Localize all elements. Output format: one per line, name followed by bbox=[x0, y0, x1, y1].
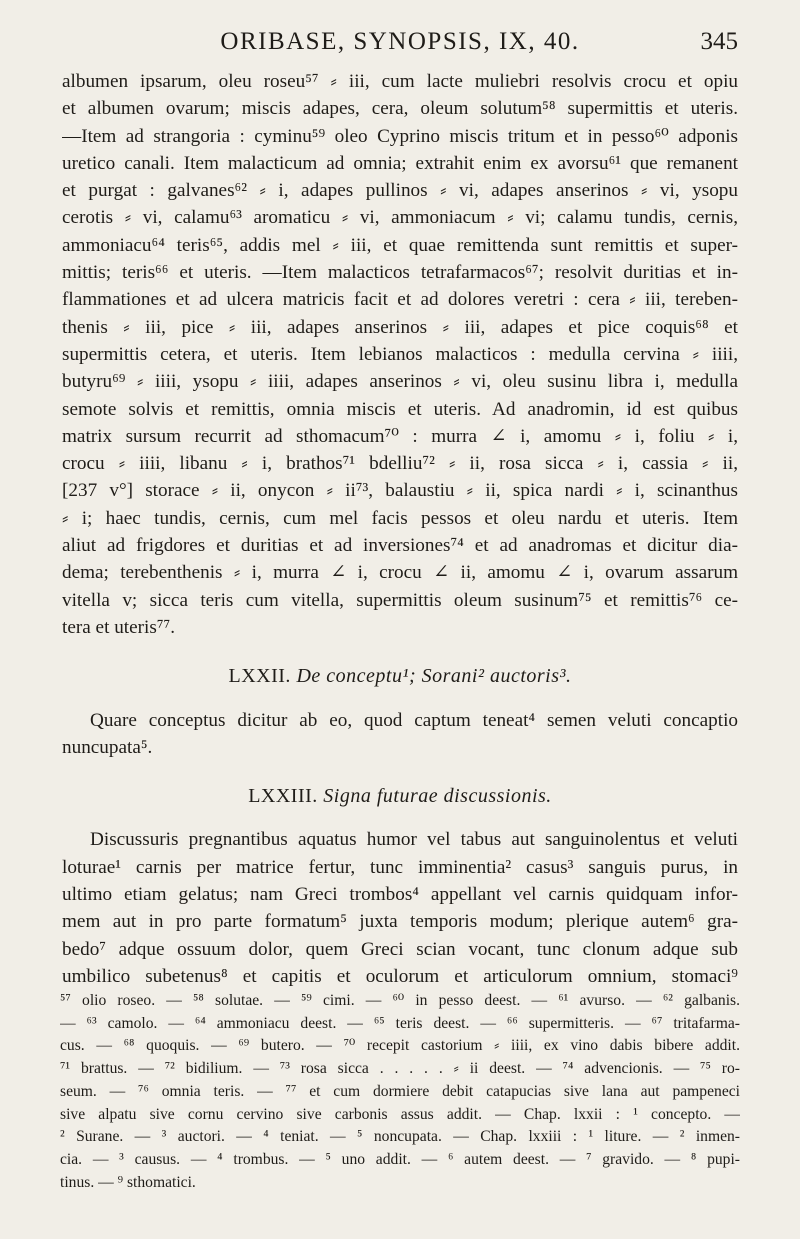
text-line: flammationes et ad ulcera matricis facit et ad dolores veretri : cera ⸗ iii, tereben- bbox=[62, 289, 738, 311]
footnote-line: ⁵⁷ olio roseo. — ⁵⁸ solutae. — ⁵⁹ cimi. — ⁶⁰ in pesso deest. — ⁶¹ avurso. — ⁶² galbanis. bbox=[60, 992, 740, 1009]
chapter-73-text bbox=[62, 826, 738, 990]
text-line: et albumen ovarum; miscis adapes, cera, oleum solutum⁵⁸ supermittis et uteris. bbox=[62, 98, 738, 120]
chapter-number: LXXII. bbox=[228, 665, 291, 688]
chapter-72-text bbox=[62, 707, 738, 762]
text-line: ammoniacu⁶⁴ teris⁶⁵, addis mel ⸗ iii, et quae remittenda sunt remittis et super- bbox=[62, 234, 738, 256]
footnote-line: sive alpatu sive cornu cervino sive carbonis assus addit. — Chap. lxxii : ¹ concepto. — bbox=[60, 1105, 740, 1123]
footnote-line: cia. — ³ causus. — ⁴ trombus. — ⁵ uno addit. — ⁶ autem deest. — ⁷ gravido. — ⁸ pupi- bbox=[60, 1150, 740, 1168]
footnotes bbox=[60, 990, 740, 1194]
chapter-number: LXXIII. bbox=[248, 785, 318, 808]
text-line: —Item ad strangoria : cyminu⁵⁹ oleo Cyprino miscis tritum et in pesso⁶⁰ adponis bbox=[62, 125, 738, 147]
chapter-71-continuation bbox=[62, 68, 738, 641]
text-line: butyru⁶⁹ ⸗ iiii, ysopu ⸗ iiii, adapes anserinos ⸗ vi, oleu susinu libra i, medulla bbox=[62, 371, 738, 393]
text-line: albumen ipsarum, oleu roseu⁵⁷ ⸗ iii, cum lacte muliebri resolvis crocu et opiu bbox=[62, 71, 738, 92]
footnote-line: seum. — ⁷⁶ omnia teris. — ⁷⁷ et cum dormiere debit catapucias sive lana aut pampeneci bbox=[60, 1082, 740, 1100]
footnote-line: ² Surane. — ³ auctori. — ⁴ teniat. — ⁵ noncupata. — Chap. lxxiii : ¹ liture. — ² inmen- bbox=[60, 1128, 740, 1146]
text-line: Discussuris pregnantibus aquatus humor vel tabus aut sanguinolentus et veluti bbox=[90, 829, 738, 851]
text-line: et purgat : galvanes⁶² ⸗ i, adapes pullinos ⸗ vi, adapes anserinos ⸗ vi, ysopu bbox=[62, 180, 738, 202]
running-title: ORIBASE, SYNOPSIS, IX, 40. bbox=[220, 28, 580, 55]
text-line: uretico canali. Item malacticum ad omnia; extrahit enim ex avorsu⁶¹ que remanent bbox=[62, 152, 738, 174]
text-line: ultimo etiam gelatus; nam Greci trombos⁴ appellant vel carnis quidquam infor- bbox=[62, 884, 738, 906]
page-number: 345 bbox=[700, 28, 738, 55]
text-line: supermittis cetera, et uteris. Item lebianos malacticos : medulla cervina ⸗ iiii, bbox=[62, 343, 738, 365]
footnote-line: — ⁶³ camolo. — ⁶⁴ ammoniacu deest. — ⁶⁵ teris deest. — ⁶⁶ supermitteris. — ⁶⁷ tritafarma- bbox=[60, 1014, 740, 1032]
text-line: mittis; teris⁶⁶ et uteris. —Item malacticos tetrafarmacos⁶⁷; resolvit duritias et in- bbox=[62, 262, 738, 284]
chapter-73-heading bbox=[62, 783, 738, 810]
text-line: dema; terebenthenis ⸗ i, murra ∠ i, crocu ∠ ii, amomu ∠ i, ovarum assarum bbox=[62, 562, 738, 584]
text-line: semote solvis et remittis, omnia miscis et uteris. Ad anadromin, id est quibus bbox=[62, 398, 738, 420]
text-line: tera et uteris⁷⁷. bbox=[62, 616, 175, 638]
text-line: matrix sursum recurrit ad sthomacum⁷⁰ : murra ∠ i, amomu ⸗ i, foliu ⸗ i, bbox=[62, 425, 738, 447]
main-text bbox=[62, 68, 738, 990]
text-line: nuncupata⁵. bbox=[62, 736, 153, 758]
text-line: vitella v; sicca teris cum vitella, supermittis oleum susinum⁷⁵ et remittis⁷⁶ ce- bbox=[62, 589, 738, 611]
text-line: cerotis ⸗ vi, calamu⁶³ aromaticu ⸗ vi, ammoniacum ⸗ vi; calamu tundis, cernis, bbox=[62, 207, 738, 229]
text-line: mem aut in pro parte formatum⁵ juxta temporis modum; plerique autem⁶ gra- bbox=[62, 911, 738, 933]
text-line: loturae¹ carnis per matrice fertur, tunc imminentia² casus³ sanguis purus, in bbox=[62, 856, 738, 878]
text-line: bedo⁷ adque ossuum dolor, quem Greci scian vocant, tunc clonum adque sub bbox=[62, 938, 738, 960]
text-line: crocu ⸗ iiii, libanu ⸗ i, brathos⁷¹ bdelliu⁷² ⸗ ii, rosa sicca ⸗ i, cassia ⸗ ii, bbox=[62, 453, 738, 475]
page-header bbox=[62, 28, 738, 62]
text-line: aliut ad frigdores et duritias et ad inversiones⁷⁴ et ad anadromas et dicitur dia- bbox=[62, 535, 738, 557]
text-line: Quare conceptus dicitur ab eo, quod captum teneat⁴ semen veluti concaptio bbox=[90, 709, 738, 731]
chapter-72-heading bbox=[62, 663, 738, 690]
text-line: thenis ⸗ iii, pice ⸗ iii, adapes anserinos ⸗ iii, adapes et pice coquis⁶⁸ et bbox=[62, 316, 738, 338]
footnote-line: cus. — ⁶⁸ quoquis. — ⁶⁹ butero. — ⁷⁰ recepit castorium ⸗ iiii, ex vino dabis bibere addit. bbox=[60, 1037, 740, 1055]
footnote-line: tinus. — ⁹ sthomatici. bbox=[60, 1173, 196, 1191]
text-line: [237 v°] storace ⸗ ii, onycon ⸗ ii⁷³, balaustiu ⸗ ii, spica nardi ⸗ i, scinanthus bbox=[62, 480, 738, 502]
chapter-title: De conceptu¹; Sorani² auctoris³. bbox=[296, 665, 572, 688]
text-line: umbilico subetenus⁸ et capitis et oculorum et articulorum omnium, stomaci⁹ bbox=[62, 965, 738, 987]
footnote-line: ⁷¹ brattus. — ⁷² bidilium. — ⁷³ rosa sicca . . . . . ⸗ ii deest. — ⁷⁴ advencionis. — ⁷⁵ ro- bbox=[60, 1060, 740, 1078]
text-line: ⸗ i; haec tundis, cernis, cum mel facis pessos et oleu nardu et uteris. Item bbox=[62, 507, 738, 529]
chapter-title: Signa futurae discussionis. bbox=[323, 785, 552, 808]
